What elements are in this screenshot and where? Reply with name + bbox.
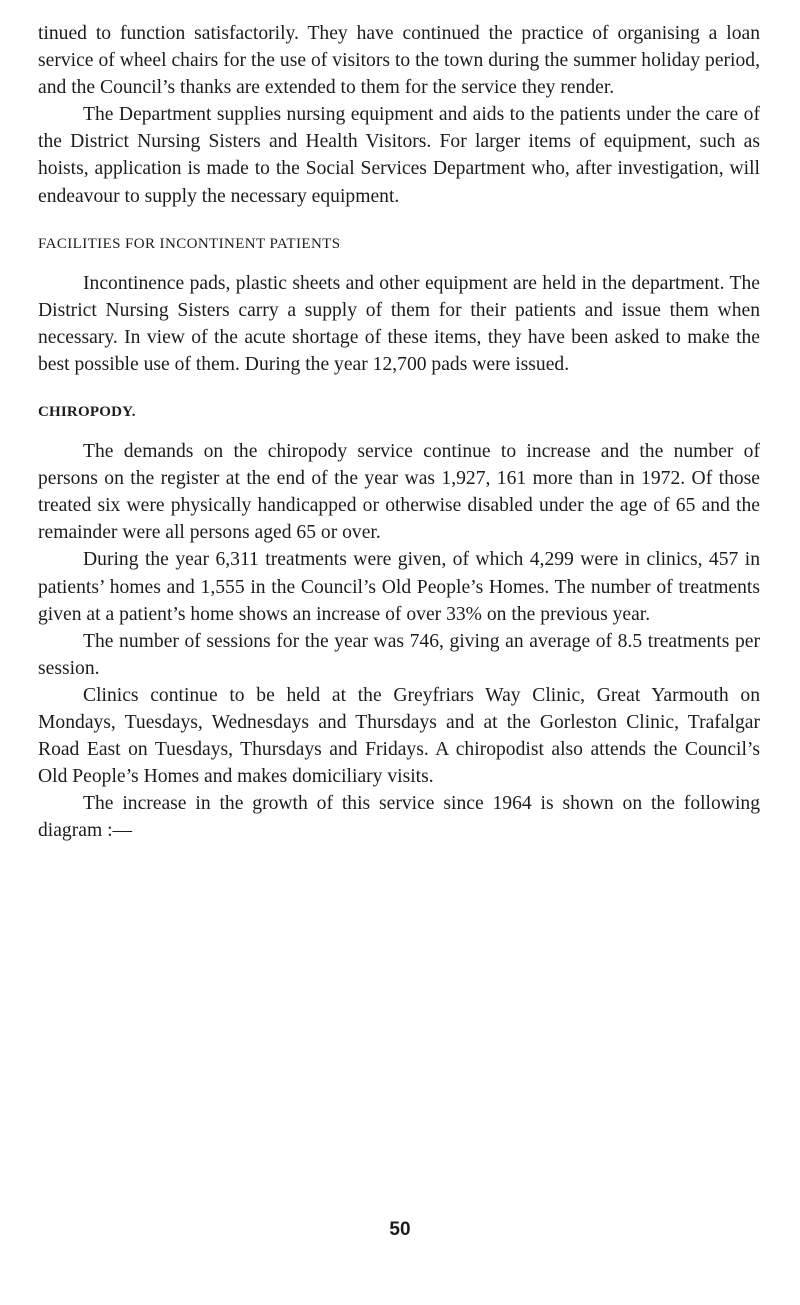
- paragraph-chiropody-1: The demands on the chiropody service continue to increase and the number of persons on the register at the end of the year was 1,927, 161 more than in 1972. Of those treated six were physically handicapped or otherwise disabled under the age of 65 and the remainder were all persons aged 65 or over.: [38, 441, 760, 544]
- paragraph-intro-2: The Department supplies nursing equipment and aids to the patients under the care of the District Nursing Sisters and Health Visitors. For larger items of equipment, such as hoists, application is made to the Social Services Department who, after investigation, will endeavour to supply the necessary equipment.: [38, 104, 760, 207]
- paragraph-chiropody-4: Clinics continue to be held at the Greyfriars Way Clinic, Great Yarmouth on Mondays, Tuesdays, Wednesdays and Thursdays and at the Gorleston Clinic, Trafalgar Road East on Tuesdays, Thursdays and Fridays. A chiropodist also attends the Council’s Old People’s Homes and makes domiciliary visits.: [38, 684, 760, 788]
- document-page: [38, 20, 760, 844]
- paragraph-chiropody-2: During the year 6,311 treatments were given, of which 4,299 were in clinics, 457 in patients’ homes and 1,555 in the Council’s Old People’s Homes. The number of treatments given at a patient’s home shows an increase of over 33% on the previous year.: [38, 549, 760, 625]
- paragraph-incontinent-1: Incontinence pads, plastic sheets and other equipment are held in the department. The District Nursing Sisters carry a supply of them for their patients and issue them when necessary. In view of the acute shortage of these items, they have been asked to make the best possible use of them. During the year 12,700 pads were issued.: [38, 272, 760, 375]
- paragraph-intro-1: tinued to function satisfactorily. They have continued the practice of organising a loan service of wheel chairs for the use of visitors to the town during the summer holiday period, and the Council’s thanks are extended to them for the service they render.: [38, 23, 760, 99]
- page-number: 50: [389, 1219, 411, 1240]
- section-heading-incontinent: FACILITIES FOR INCONTINENT PATIENTS: [38, 235, 341, 252]
- section-heading-chiropody: CHIROPODY.: [38, 404, 136, 421]
- paragraph-chiropody-3: The number of sessions for the year was 746, giving an average of 8.5 treatments per session.: [38, 630, 760, 679]
- paragraph-chiropody-5: The increase in the growth of this service since 1964 is shown on the following diagram :—: [38, 793, 760, 842]
